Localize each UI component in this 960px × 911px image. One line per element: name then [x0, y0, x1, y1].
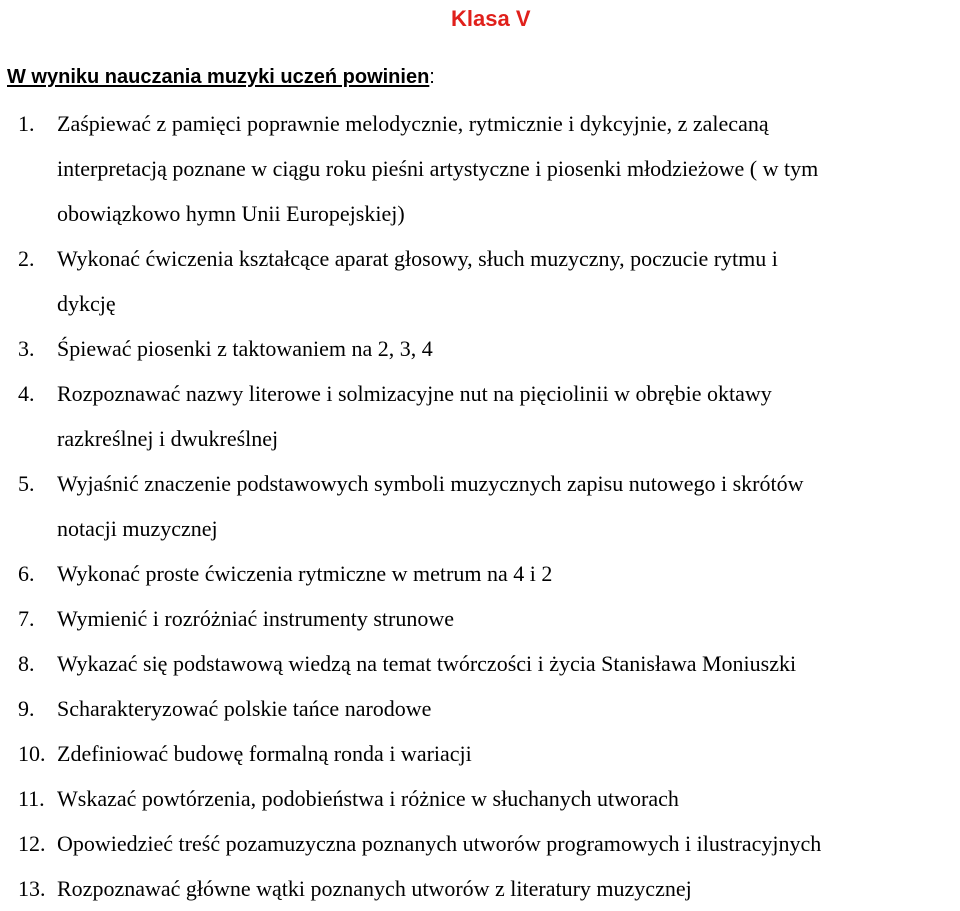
list-item-line: dykcję: [57, 291, 116, 316]
intro-colon: :: [429, 66, 435, 88]
requirements-list: [0, 101, 960, 911]
list-item: [0, 551, 960, 596]
list-item-text: [57, 596, 454, 641]
list-item-line: obowiązkowo hymn Unii Europejskiej): [57, 201, 405, 226]
list-item-number: 5.: [18, 471, 35, 496]
list-item: [0, 236, 960, 326]
list-item-line: notacji muzycznej: [57, 516, 218, 541]
list-item-line: Zaśpiewać z pamięci poprawnie melodycznie, rytmicznie i dykcyjnie, z zalecaną: [57, 111, 769, 136]
list-item-text: [57, 821, 821, 866]
list-item-number: 3.: [18, 336, 35, 361]
list-item-line: interpretacją poznane w ciągu roku pieśni artystyczne i piosenki młodzieżowe ( w tym: [57, 156, 819, 181]
list-item-line: Wyjaśnić znaczenie podstawowych symboli muzycznych zapisu nutowego i skrótów: [57, 471, 804, 496]
list-item-line: razkreślnej i dwukreślnej: [57, 426, 279, 451]
list-item-number: 10.: [18, 741, 46, 766]
list-item-text: [57, 776, 679, 821]
list-item-line: Rozpoznawać główne wątki poznanych utworów z literatury muzycznej: [57, 876, 692, 901]
list-item-line: Rozpoznawać nazwy literowe i solmizacyjne nut na pięciolinii w obrębie oktawy: [57, 381, 772, 406]
list-item-line: Wykonać proste ćwiczenia rytmiczne w metrum na 4 i 2: [57, 561, 553, 586]
list-item: [0, 776, 960, 821]
list-item-line: Scharakteryzować polskie tańce narodowe: [57, 696, 432, 721]
list-item-line: Wymienić i rozróżniać instrumenty strunowe: [57, 606, 454, 631]
list-item: [0, 596, 960, 641]
list-item: [0, 866, 960, 911]
list-item-number: 13.: [18, 876, 46, 901]
list-item: [0, 371, 960, 461]
list-item-number: 9.: [18, 696, 35, 721]
list-item-number: 12.: [18, 831, 46, 856]
list-item-line: Wskazać powtórzenia, podobieństwa i różnice w słuchanych utworach: [57, 786, 679, 811]
list-item-number: 4.: [18, 381, 35, 406]
list-item-number: 11.: [18, 786, 45, 811]
list-item: [0, 101, 960, 236]
list-item-text: [57, 461, 803, 551]
list-item-number: 2.: [18, 246, 35, 271]
intro-lead: W wyniku nauczania muzyki uczeń powinien: [7, 66, 430, 88]
list-item-text: [57, 866, 692, 911]
list-item-number: 8.: [18, 651, 35, 676]
list-item-text: [57, 326, 433, 371]
list-item-line: Śpiewać piosenki z taktowaniem na 2, 3, 4: [57, 336, 433, 361]
list-item-text: [57, 551, 552, 596]
list-item-text: [57, 641, 796, 686]
list-item-line: Opowiedzieć treść pozamuzyczna poznanych utworów programowych i ilustracyjnych: [57, 831, 822, 856]
list-item: [0, 731, 960, 776]
list-item-number: 1.: [18, 111, 35, 136]
list-item: [0, 641, 960, 686]
list-item: [0, 461, 960, 551]
list-item-text: [57, 371, 772, 461]
list-item-line: Wykonać ćwiczenia kształcące aparat głosowy, słuch muzyczny, poczucie rytmu i: [57, 246, 778, 271]
list-item-number: 6.: [18, 561, 35, 586]
list-item: [0, 686, 960, 731]
intro-heading: [7, 64, 435, 90]
list-item-text: [57, 686, 431, 731]
list-item: [0, 821, 960, 866]
page-title: Klasa V: [451, 6, 531, 31]
list-item-text: [57, 731, 472, 776]
list-item-line: Wykazać się podstawową wiedzą na temat twórczości i życia Stanisława Moniuszki: [57, 651, 797, 676]
list-item-line: Zdefiniować budowę formalną ronda i wariacji: [57, 741, 472, 766]
list-item-number: 7.: [18, 606, 35, 631]
list-item-text: [57, 236, 778, 326]
list-item-text: [57, 101, 818, 236]
list-item: [0, 326, 960, 371]
